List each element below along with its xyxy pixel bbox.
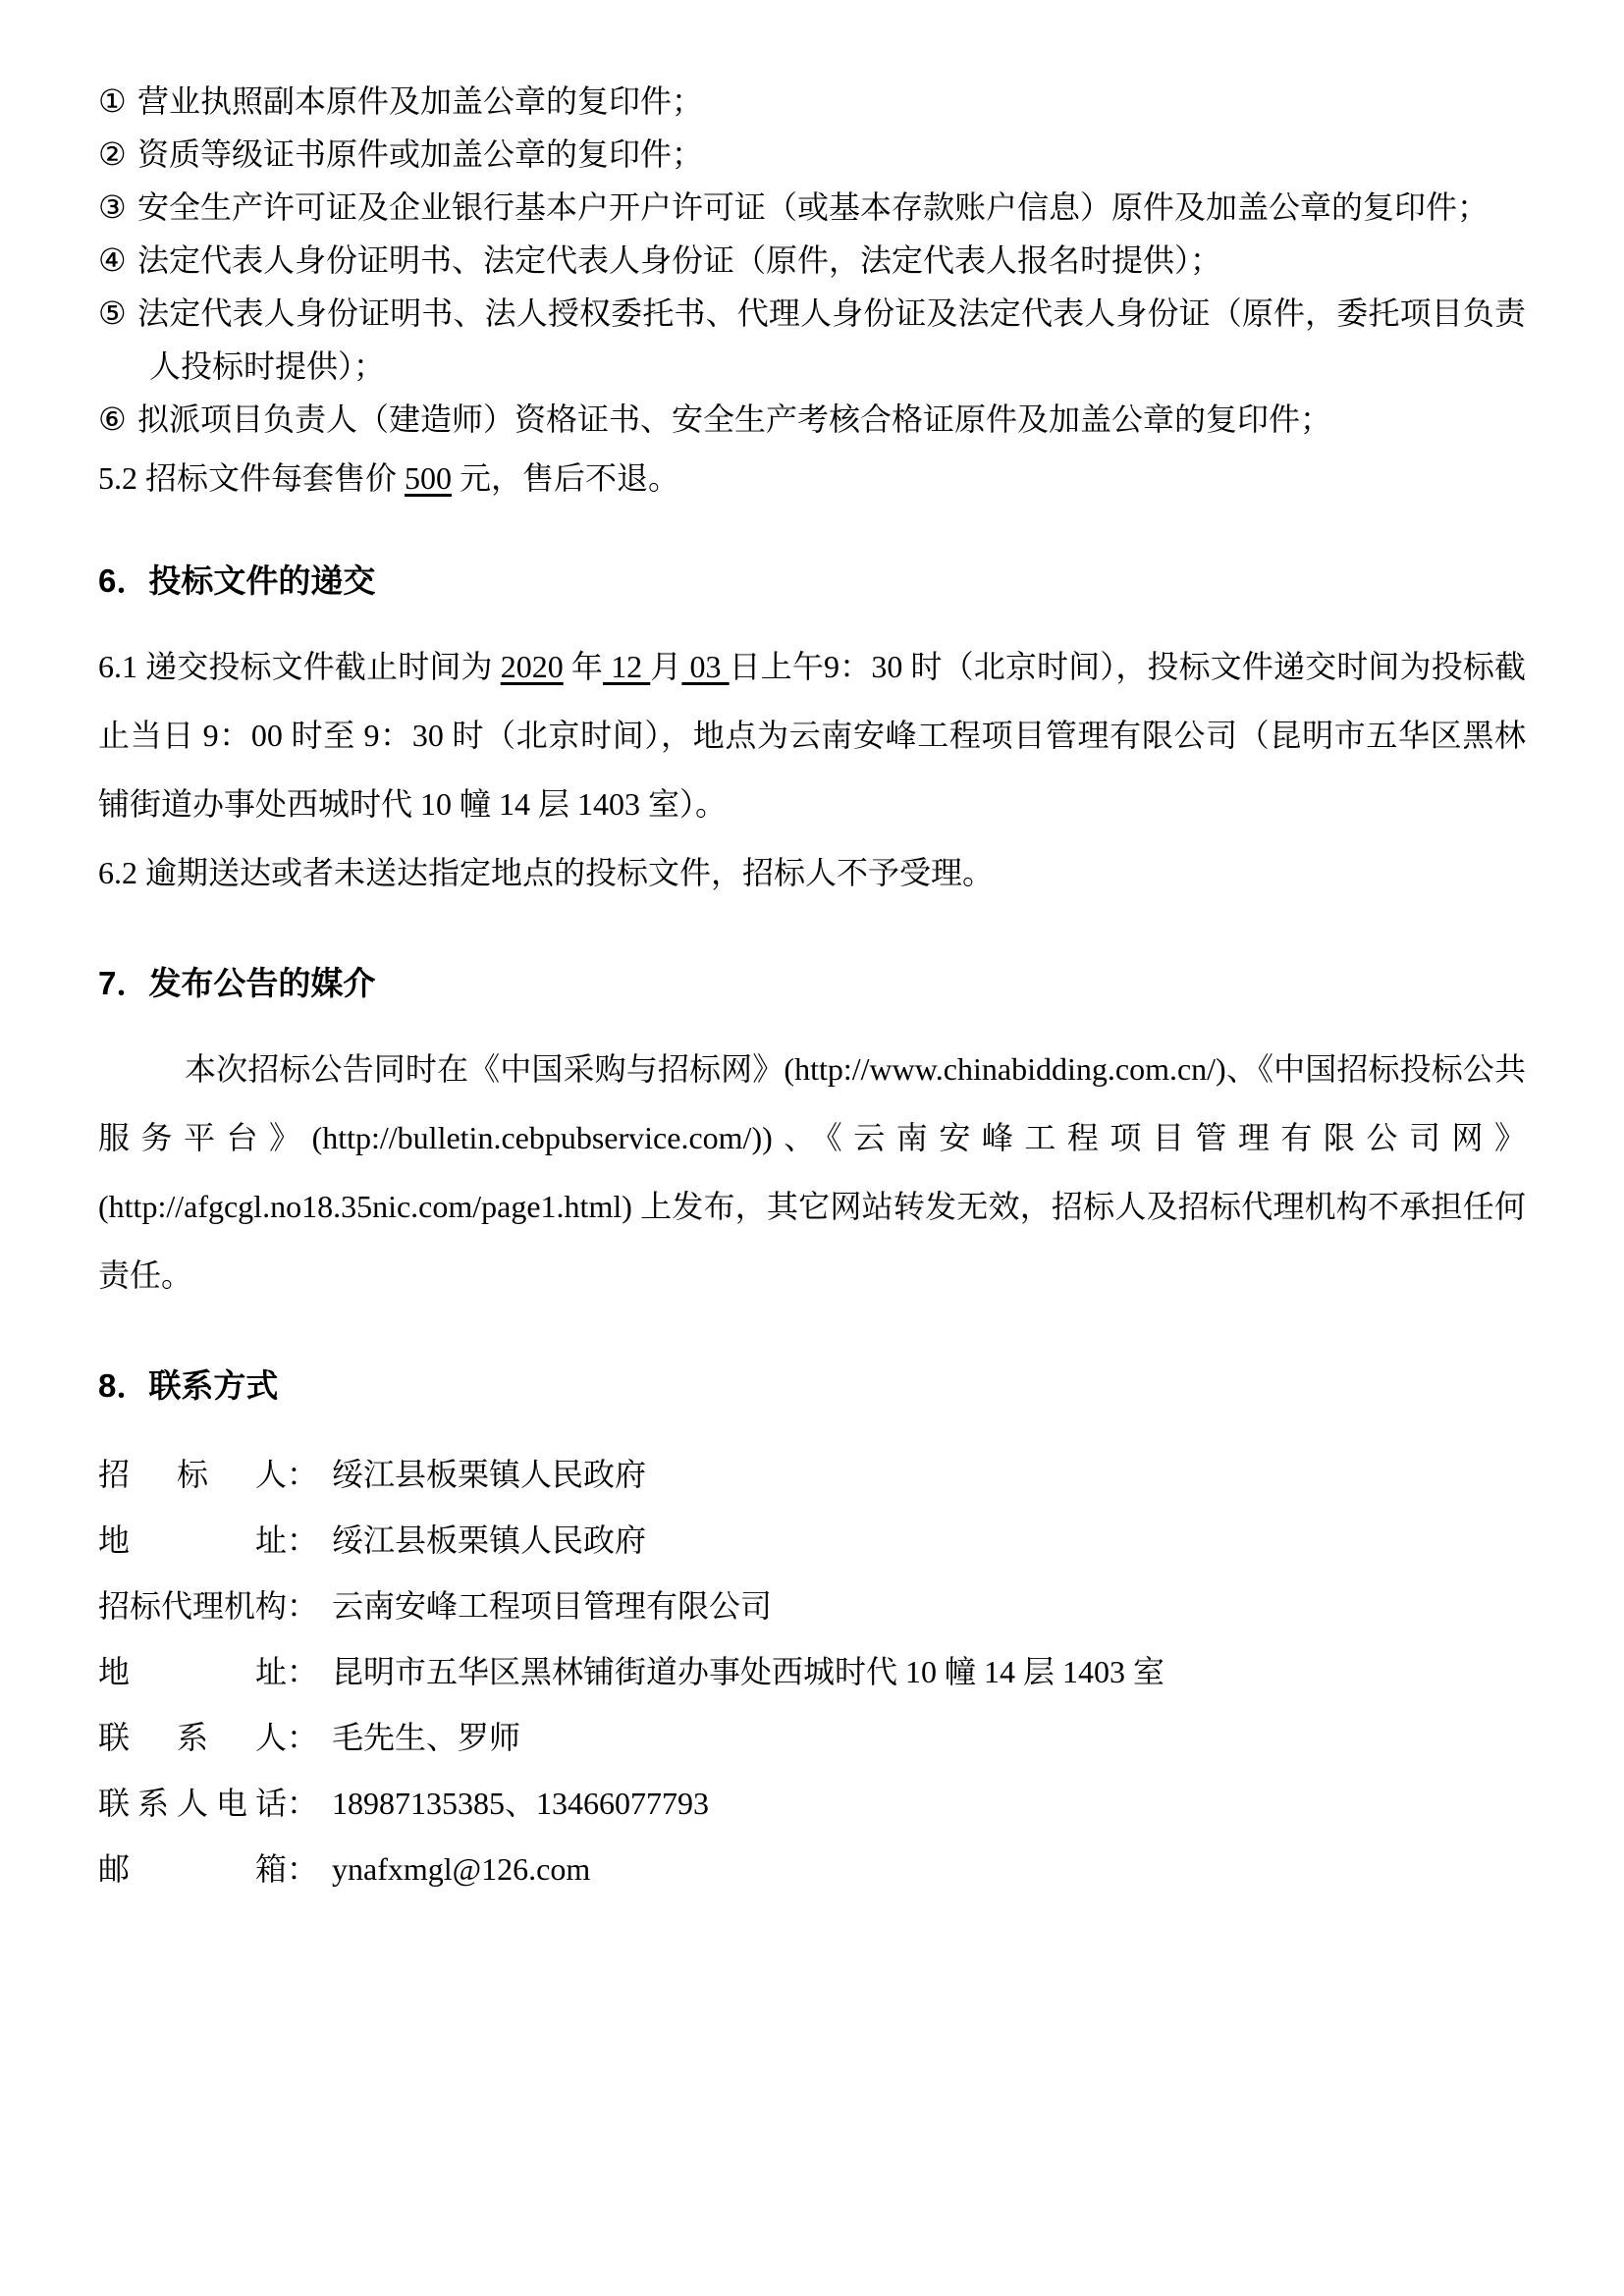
requirements-list xyxy=(98,75,1526,446)
list-marker: ③ xyxy=(98,189,127,225)
contact-label: 招标人 xyxy=(98,1457,287,1492)
list-marker: ④ xyxy=(98,242,127,278)
contact-phone-value: 18987135385、13466077793 xyxy=(332,1786,710,1821)
contact-row-agency-address xyxy=(98,1652,1526,1691)
contact-person-value: 毛先生、罗师 xyxy=(332,1720,521,1755)
deadline-day: 03 xyxy=(681,649,730,684)
contact-colon: ： xyxy=(287,1522,319,1558)
contact-list xyxy=(98,1455,1526,1889)
contact-label: 联系人电话 xyxy=(98,1786,287,1821)
list-item-text: 法定代表人身份证明书、法定代表人身份证（原件，法定代表人报名时提供）； xyxy=(137,242,1222,278)
deadline-year: 2020 xyxy=(500,649,564,684)
contact-colon: ： xyxy=(287,1851,319,1887)
deadline-month: 12 xyxy=(602,649,651,684)
list-item xyxy=(98,75,1526,128)
list-marker: ① xyxy=(98,83,127,119)
contact-row-agency xyxy=(98,1586,1526,1626)
list-item-text: 法定代表人身份证明书、法人授权委托书、代理人身份证及法定代表人身份证（原件，委托项目负责人投标时提供）； xyxy=(137,295,1526,384)
bid-document-price: 500 xyxy=(405,460,453,496)
contact-label: 联系人 xyxy=(98,1720,287,1755)
list-marker: ② xyxy=(98,136,127,172)
contact-row-tenderee-address xyxy=(98,1521,1526,1560)
contact-row-email xyxy=(98,1849,1526,1889)
contact-colon: ： xyxy=(287,1786,319,1821)
list-item-text: 拟派项目负责人（建造师）资格证书、安全生产考核合格证原件及加盖公章的复印件； xyxy=(137,401,1332,437)
clause-6-1-text: 6.1 递交投标文件截止时间为 xyxy=(98,649,501,684)
list-item-text: 资质等级证书原件或加盖公章的复印件； xyxy=(137,136,704,172)
contact-colon: ： xyxy=(287,1720,319,1755)
contact-colon: ： xyxy=(287,1588,319,1624)
clause-5-2 xyxy=(98,452,1526,505)
section-7-body: 本次招标公告同时在《中国采购与招标网》(http://www.chinabidding.com.cn/)、《中国招标投标公共服务平台》(http://bulletin.cebpubservice.com/))、《云南安峰工程项目管理有限公司网》(http://afgcgl.no18.35nic.com/page1.html) 上发布，其它网站转发无效，招标人及招标代理机构不承担任何责任。 xyxy=(98,1051,1526,1293)
contact-label: 邮箱 xyxy=(98,1851,287,1887)
clause-6-1-text: 月 xyxy=(650,649,682,684)
list-item xyxy=(98,234,1526,287)
contact-row-phone xyxy=(98,1784,1526,1823)
agency-address-value: 昆明市五华区黑林铺街道办事处西城时代 10 幢 14 层 1403 室 xyxy=(332,1654,1165,1689)
contact-label: 招标代理机构 xyxy=(98,1588,288,1624)
section-6-title: 6．投标文件的递交 xyxy=(98,562,376,599)
contact-label: 地址 xyxy=(98,1654,287,1689)
contact-row-tenderee xyxy=(98,1455,1526,1494)
list-marker: ⑤ xyxy=(98,295,127,331)
section-7-title: 7．发布公告的媒介 xyxy=(98,965,376,1001)
list-item-text: 营业执照副本原件及加盖公章的复印件； xyxy=(137,83,704,119)
list-item-text: 安全生产许可证及企业银行基本户开户许可证（或基本存款账户信息）原件及加盖公章的复印件； xyxy=(137,189,1489,225)
clause-5-2-prefix: 5.2 招标文件每套售价 xyxy=(98,460,406,496)
list-item xyxy=(98,181,1526,234)
contact-colon: ： xyxy=(287,1654,319,1689)
clause-6-2: 6.2 逾期送达或者未送达指定地点的投标文件，招标人不予受理。 xyxy=(98,855,995,890)
list-marker: ⑥ xyxy=(98,401,127,437)
contact-email-value: ynafxmgl@126.com xyxy=(332,1851,591,1887)
contact-row-person xyxy=(98,1718,1526,1757)
clause-6-1-text: 年 xyxy=(563,649,603,684)
contact-colon: ： xyxy=(287,1457,319,1492)
clause-5-2-suffix: 元，售后不退。 xyxy=(452,460,680,496)
contact-label: 地址 xyxy=(98,1522,287,1558)
list-item xyxy=(98,128,1526,181)
tenderee-value: 绥江县板栗镇人民政府 xyxy=(332,1457,647,1492)
section-8-title: 8．联系方式 xyxy=(98,1367,279,1404)
tenderee-address-value: 绥江县板栗镇人民政府 xyxy=(332,1522,647,1558)
clause-6-1 xyxy=(98,632,1526,838)
list-item xyxy=(98,287,1526,393)
list-item xyxy=(98,393,1526,446)
agency-value: 云南安峰工程项目管理有限公司 xyxy=(332,1588,773,1624)
clause-6-1-text: 日上午9：30 时（北京时间），投标文件递交时间为投标截止当日 9：00 时至 9：30 时（北京时间），地点为云南安峰工程项目管理有限公司（昆明市五华区黑林铺街道办事处西城时代 10 幢 14 层 1403 室）。 xyxy=(98,649,1526,822)
